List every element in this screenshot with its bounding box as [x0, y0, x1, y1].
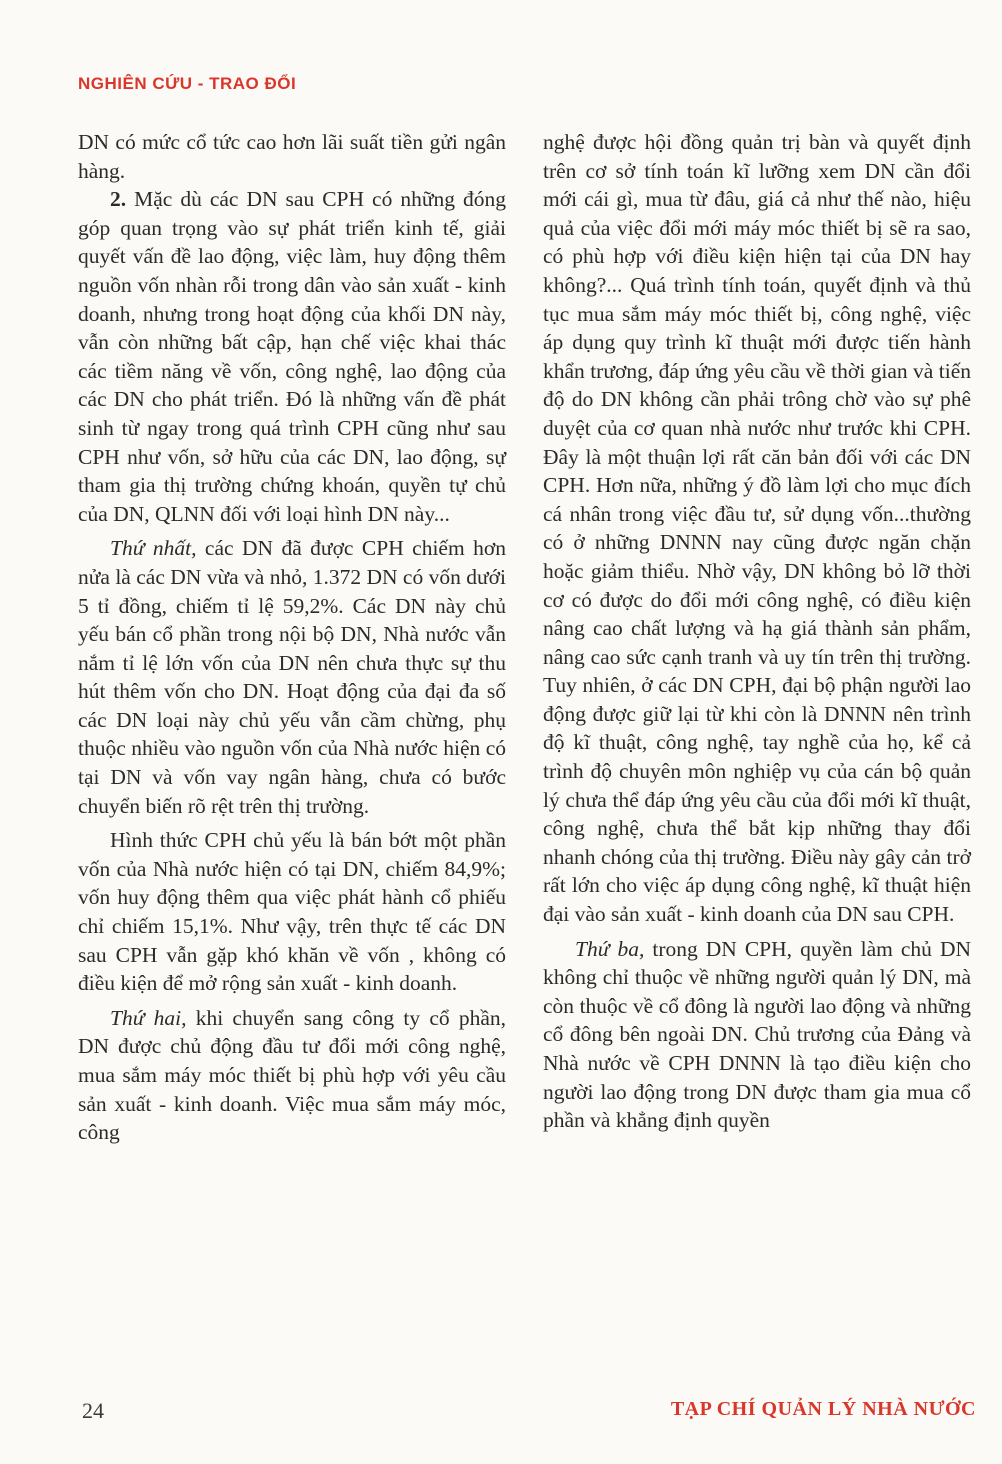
- paragraph-text: các DN đã được CPH chiếm hơn nửa là các DN vừa và nhỏ, 1.372 DN có vốn dưới 5 tỉ đồng, chiếm tỉ lệ 59,2%. Các DN này chủ yếu bán cổ phần trong nội bộ DN, Nhà nước vẫn nắm tỉ lệ lớn vốn của DN nên chưa thực sự thu hút thêm vốn cho DN. Hoạt động của đại đa số các DN loại này chủ yếu vẫn cầm chừng, phụ thuộc nhiều vào nguồn vốn của Nhà nước hiện có tại DN và vốn vay ngân hàng, chưa có bước chuyển biến rõ rệt trên thị trường.: [78, 536, 506, 818]
- journal-title: TẠP CHÍ QUẢN LÝ NHÀ NƯỚC: [670, 1398, 976, 1420]
- paragraph: [78, 826, 506, 998]
- paragraph-text: Mặc dù các DN sau CPH có những đóng góp quan trọng vào sự phát triển kinh tế, giải quyết vấn đề lao động, việc làm, huy động thêm nguồn vốn nhàn rỗi trong dân vào sản xuất - kinh doanh, nhưng trong hoạt động của khối DN này, vẫn còn những bất cập, hạn chế việc khai thác các tiềm năng về vốn, công nghệ, lao động của các DN cho phát triển. Đó là những vấn đề phát sinh từ ngay trong quá trình CPH cũng như sau CPH như vốn, sở hữu của các DN, lao động, sự tham gia thị trường chứng khoán, quyền tự chủ của DN, QLNN đối với loại hình DN này...: [78, 187, 506, 526]
- paragraph-lead: Thứ hai,: [110, 1005, 187, 1030]
- right-column: [543, 128, 971, 1135]
- section-number: 2.: [110, 187, 127, 212]
- paragraph-text: trong DN CPH, quyền làm chủ DN không chỉ thuộc về những người quản lý DN, mà còn thuộc về cổ đông là người lao động và những cổ đông bên ngoài DN. Chủ trương của Đảng và Nhà nước về CPH DNNN là tạo điều kiện cho người lao động trong DN được tham gia mua cổ phần và khẳng định quyền: [543, 936, 972, 1133]
- left-column: [78, 128, 506, 1147]
- paragraph: [543, 128, 971, 929]
- paragraph: [78, 534, 506, 820]
- section-header: NGHIÊN CỨU - TRAO ĐỔI: [78, 74, 297, 93]
- paragraph-text: Hình thức CPH chủ yếu là bán bớt một phần vốn của Nhà nước hiện có tại DN, chiếm 84,9%; vốn huy động thêm qua việc phát hành cổ phiếu chỉ chiếm 15,1%. Như vậy, trên thực tế các DN sau CPH vẫn gặp khó khăn về vốn , không có điều kiện để mở rộng sản xuất - kinh doanh.: [78, 828, 506, 996]
- page-number: 24: [82, 1398, 104, 1423]
- paragraph: [78, 185, 506, 528]
- paragraph-text: nghệ được hội đồng quản trị bàn và quyết định trên cơ sở tính toán kĩ lưỡng xem DN cần đổi mới cái gì, mua từ đâu, giá cả như thế nào, hiệu quả của việc đổi mới máy móc thiết bị sẽ ra sao, có phù hợp với điều kiện hiện tại của DN hay không?... Quá trình tính toán, quyết định và thủ tục mua sắm máy móc thiết bị, công nghệ, việc áp dụng quy trình kĩ thuật mới được tiến hành khẩn trương, đáp ứng yêu cầu về thời gian và tiến độ do DN không cần phải trông chờ vào sự phê duyệt của cơ quan nhà nước như trước khi CPH. Đây là một thuận lợi rất căn bản đối với các DN CPH. Hơn nữa, những ý đồ làm lợi cho mục đích cá nhân trong việc đầu tư, sử dụng vốn...thường có ở những DNNN nay cũng được ngăn chặn hoặc giảm thiểu. Nhờ vậy, DN không bỏ lỡ thời cơ có được do đổi mới công nghệ, có điều kiện nâng cao chất lượng và hạ giá thành sản phẩm, nâng cao sức cạnh tranh và uy tín trên thị trường. Tuy nhiên, ở các DN CPH, đại bộ phận người lao động được giữ lại từ khi còn là DNNN nên trình độ kĩ thuật, công nghệ, tay nghề của họ, kể cả trình độ chuyên môn nghiệp vụ của cán bộ quản lý chưa thể đáp ứng yêu cầu của đổi mới kĩ thuật, công nghệ, chưa thể bắt kịp những thay đổi nhanh chóng của thị trường. Điều này gây cản trở rất lớn cho việc áp dụng công nghệ, kĩ thuật hiện đại vào sản xuất - kinh doanh của DN sau CPH.: [543, 130, 971, 927]
- paragraph-text: khi chuyển sang công ty cổ phần, DN được chủ động đầu tư đổi mới công nghệ, mua sắm máy móc thiết bị phù hợp với yêu cầu sản xuất - kinh doanh. Việc mua sắm máy móc, công: [78, 1005, 506, 1145]
- paragraph: [78, 1004, 506, 1147]
- paragraph-text: DN có mức cổ tức cao hơn lãi suất tiền gửi ngân hàng.: [78, 130, 506, 183]
- paragraph-lead: Thứ ba,: [575, 936, 645, 961]
- paragraph: [78, 128, 506, 185]
- paragraph: [543, 935, 971, 1135]
- paragraph-lead: Thứ nhất,: [110, 536, 197, 561]
